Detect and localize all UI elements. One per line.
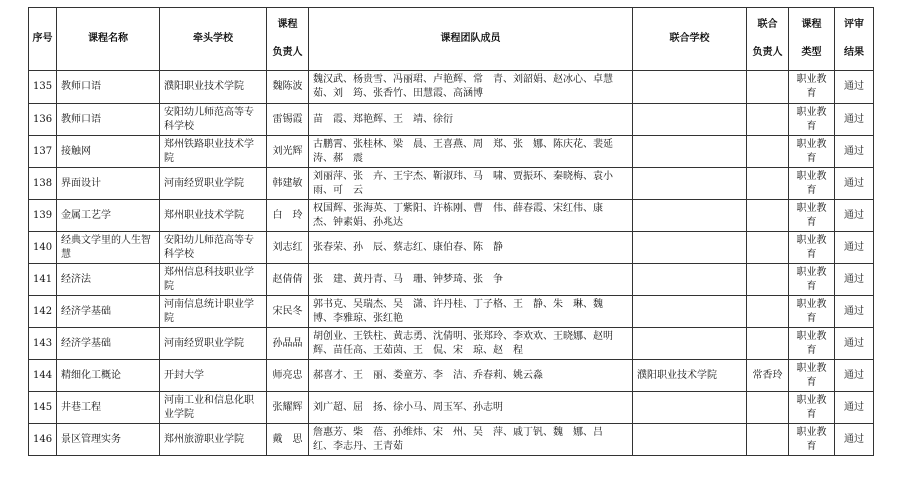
cell-joint-school: 濮阳职业技术学院 [633, 360, 747, 392]
cell-leader: 雷锡霞 [267, 104, 309, 136]
cell-type: 职业教育 [789, 104, 835, 136]
header-type-line1: 课程 [801, 19, 822, 30]
cell-idx: 146 [29, 424, 57, 456]
cell-type: 职业教育 [789, 232, 835, 264]
table-header-row [29, 8, 874, 71]
cell-lead-school: 河南经贸职业学院 [160, 168, 267, 200]
cell-lead-school: 郑州信息科技职业学院 [160, 264, 267, 296]
cell-course: 经济学基础 [57, 296, 160, 328]
header-joint-leader-line1: 联合 [757, 19, 778, 30]
cell-lead-school: 郑州旅游职业学院 [160, 424, 267, 456]
cell-joint-school [633, 232, 747, 264]
cell-result: 通过 [835, 264, 874, 296]
cell-joint-school [633, 264, 747, 296]
header-joint-leader [747, 8, 789, 71]
cell-idx: 142 [29, 296, 57, 328]
table-row [29, 392, 874, 424]
table-row [29, 136, 874, 168]
cell-leader: 师亮忠 [267, 360, 309, 392]
cell-leader: 孙晶晶 [267, 328, 309, 360]
header-result-line1: 评审 [844, 19, 864, 30]
cell-leader: 赵倩倩 [267, 264, 309, 296]
cell-result: 通过 [835, 168, 874, 200]
table-row [29, 232, 874, 264]
table-row [29, 168, 874, 200]
cell-course: 接触网 [57, 136, 160, 168]
cell-lead-school: 郑州铁路职业技术学院 [160, 136, 267, 168]
cell-course: 井巷工程 [57, 392, 160, 424]
cell-idx: 143 [29, 328, 57, 360]
cell-lead-school: 河南工业和信息化职业学院 [160, 392, 267, 424]
header-leader-line2: 负责人 [272, 47, 303, 58]
table-row [29, 328, 874, 360]
cell-team: 苗 霞、郑艳辉、王 靖、徐衍 [309, 104, 633, 136]
table-row [29, 360, 874, 392]
cell-lead-school: 濮阳职业技术学院 [160, 71, 267, 104]
cell-joint-leader [747, 392, 789, 424]
cell-joint-leader [747, 232, 789, 264]
cell-result: 通过 [835, 424, 874, 456]
cell-idx: 139 [29, 200, 57, 232]
cell-joint-leader: 常香玲 [747, 360, 789, 392]
cell-joint-leader [747, 264, 789, 296]
cell-lead-school: 安阳幼儿师范高等专科学校 [160, 104, 267, 136]
header-team: 课程团队成员 [309, 8, 633, 71]
cell-course: 经典文学里的人生智慧 [57, 232, 160, 264]
cell-lead-school: 郑州职业技术学院 [160, 200, 267, 232]
cell-leader: 魏陈波 [267, 71, 309, 104]
cell-joint-leader [747, 136, 789, 168]
cell-result: 通过 [835, 136, 874, 168]
cell-joint-school [633, 296, 747, 328]
cell-course: 界面设计 [57, 168, 160, 200]
cell-result: 通过 [835, 296, 874, 328]
table-row [29, 424, 874, 456]
cell-type: 职业教育 [789, 424, 835, 456]
cell-joint-school [633, 104, 747, 136]
header-result [835, 8, 874, 71]
cell-course: 经济法 [57, 264, 160, 296]
cell-team: 刘丽萍、张 卉、王宇杰、靳淑玮、马 啸、贾振环、秦晓梅、袁小雨、可 云 [309, 168, 633, 200]
header-leader-line1: 课程 [277, 19, 298, 30]
table-row [29, 200, 874, 232]
header-lead-school: 牵头学校 [160, 8, 267, 71]
cell-joint-leader [747, 296, 789, 328]
cell-course: 金属工艺学 [57, 200, 160, 232]
table-row [29, 264, 874, 296]
header-type-line2: 类型 [801, 47, 822, 58]
cell-lead-school: 开封大学 [160, 360, 267, 392]
cell-leader: 张耀辉 [267, 392, 309, 424]
cell-idx: 135 [29, 71, 57, 104]
cell-result: 通过 [835, 232, 874, 264]
cell-joint-school [633, 392, 747, 424]
cell-lead-school: 河南信息统计职业学院 [160, 296, 267, 328]
cell-team: 胡创业、王铁柱、黄志勇、沈倩明、张郑玲、李欢欢、王晓娜、赵明辉、苗任高、王茹茵、王 侃、宋 琼、赵 程 [309, 328, 633, 360]
cell-idx: 138 [29, 168, 57, 200]
cell-result: 通过 [835, 360, 874, 392]
cell-type: 职业教育 [789, 328, 835, 360]
cell-team: 刘广超、屈 扬、徐小马、周玉军、孙志明 [309, 392, 633, 424]
cell-idx: 140 [29, 232, 57, 264]
cell-joint-school [633, 168, 747, 200]
cell-idx: 144 [29, 360, 57, 392]
cell-leader: 戴 思 [267, 424, 309, 456]
header-idx: 序号 [29, 8, 57, 71]
cell-joint-school [633, 200, 747, 232]
table-row [29, 71, 874, 104]
header-course: 课程名称 [57, 8, 160, 71]
cell-lead-school: 安阳幼儿师范高等专科学校 [160, 232, 267, 264]
course-table [28, 7, 874, 456]
cell-team: 古鹏霄、张桂林、梁 晨、王喜燕、周 郑、张 娜、陈庆花、裴延涛、郝 震 [309, 136, 633, 168]
cell-team: 张春荣、孙 辰、蔡志红、康伯春、陈 静 [309, 232, 633, 264]
header-result-line2: 结果 [844, 47, 864, 58]
cell-idx: 145 [29, 392, 57, 424]
cell-idx: 136 [29, 104, 57, 136]
cell-joint-school [633, 136, 747, 168]
cell-joint-leader [747, 424, 789, 456]
header-joint-leader-line2: 负责人 [752, 47, 783, 58]
cell-leader: 宋民冬 [267, 296, 309, 328]
cell-type: 职业教育 [789, 168, 835, 200]
cell-result: 通过 [835, 104, 874, 136]
cell-type: 职业教育 [789, 200, 835, 232]
cell-course: 教师口语 [57, 71, 160, 104]
cell-joint-leader [747, 168, 789, 200]
cell-course: 经济学基础 [57, 328, 160, 360]
cell-leader: 韩建敏 [267, 168, 309, 200]
cell-type: 职业教育 [789, 360, 835, 392]
cell-result: 通过 [835, 71, 874, 104]
table-row [29, 296, 874, 328]
table-row [29, 104, 874, 136]
cell-team: 权国辉、张海英、丁紫阳、许栋刚、曹 伟、薛春霞、宋红伟、康 杰、钟素娟、孙兆达 [309, 200, 633, 232]
cell-type: 职业教育 [789, 264, 835, 296]
cell-type: 职业教育 [789, 71, 835, 104]
cell-type: 职业教育 [789, 392, 835, 424]
cell-course: 景区管理实务 [57, 424, 160, 456]
cell-team: 魏汉武、杨贵雪、冯丽珺、卢艳辉、常 青、刘韶娟、赵冰心、卓慧茹、刘 筠、张香竹、田慧霞、高涵博 [309, 71, 633, 104]
cell-team: 郭书克、吴瑞杰、吴 潇、许丹桂、丁子格、王 静、朱 琳、魏 博、李雅琼、张红艳 [309, 296, 633, 328]
cell-lead-school: 河南经贸职业学院 [160, 328, 267, 360]
cell-joint-leader [747, 200, 789, 232]
header-joint-school: 联合学校 [633, 8, 747, 71]
cell-team: 詹惠芳、柴 蓓、孙维炜、宋 州、吴 萍、戚丁钒、魏 娜、吕 红、李志丹、王青茹 [309, 424, 633, 456]
cell-course: 精细化工概论 [57, 360, 160, 392]
cell-course: 教师口语 [57, 104, 160, 136]
cell-leader: 白 玲 [267, 200, 309, 232]
cell-result: 通过 [835, 328, 874, 360]
cell-leader: 刘志红 [267, 232, 309, 264]
cell-team: 张 建、黄丹青、马 珊、钟梦琦、张 争 [309, 264, 633, 296]
cell-joint-leader [747, 104, 789, 136]
cell-idx: 137 [29, 136, 57, 168]
cell-result: 通过 [835, 392, 874, 424]
header-leader [267, 8, 309, 71]
cell-joint-school [633, 328, 747, 360]
cell-joint-leader [747, 71, 789, 104]
cell-type: 职业教育 [789, 296, 835, 328]
cell-joint-leader [747, 328, 789, 360]
cell-joint-school [633, 71, 747, 104]
cell-idx: 141 [29, 264, 57, 296]
cell-joint-school [633, 424, 747, 456]
cell-leader: 刘光辉 [267, 136, 309, 168]
header-type [789, 8, 835, 71]
cell-team: 郝喜才、王 丽、娄童芳、李 洁、乔春莉、姚云淼 [309, 360, 633, 392]
cell-type: 职业教育 [789, 136, 835, 168]
cell-result: 通过 [835, 200, 874, 232]
